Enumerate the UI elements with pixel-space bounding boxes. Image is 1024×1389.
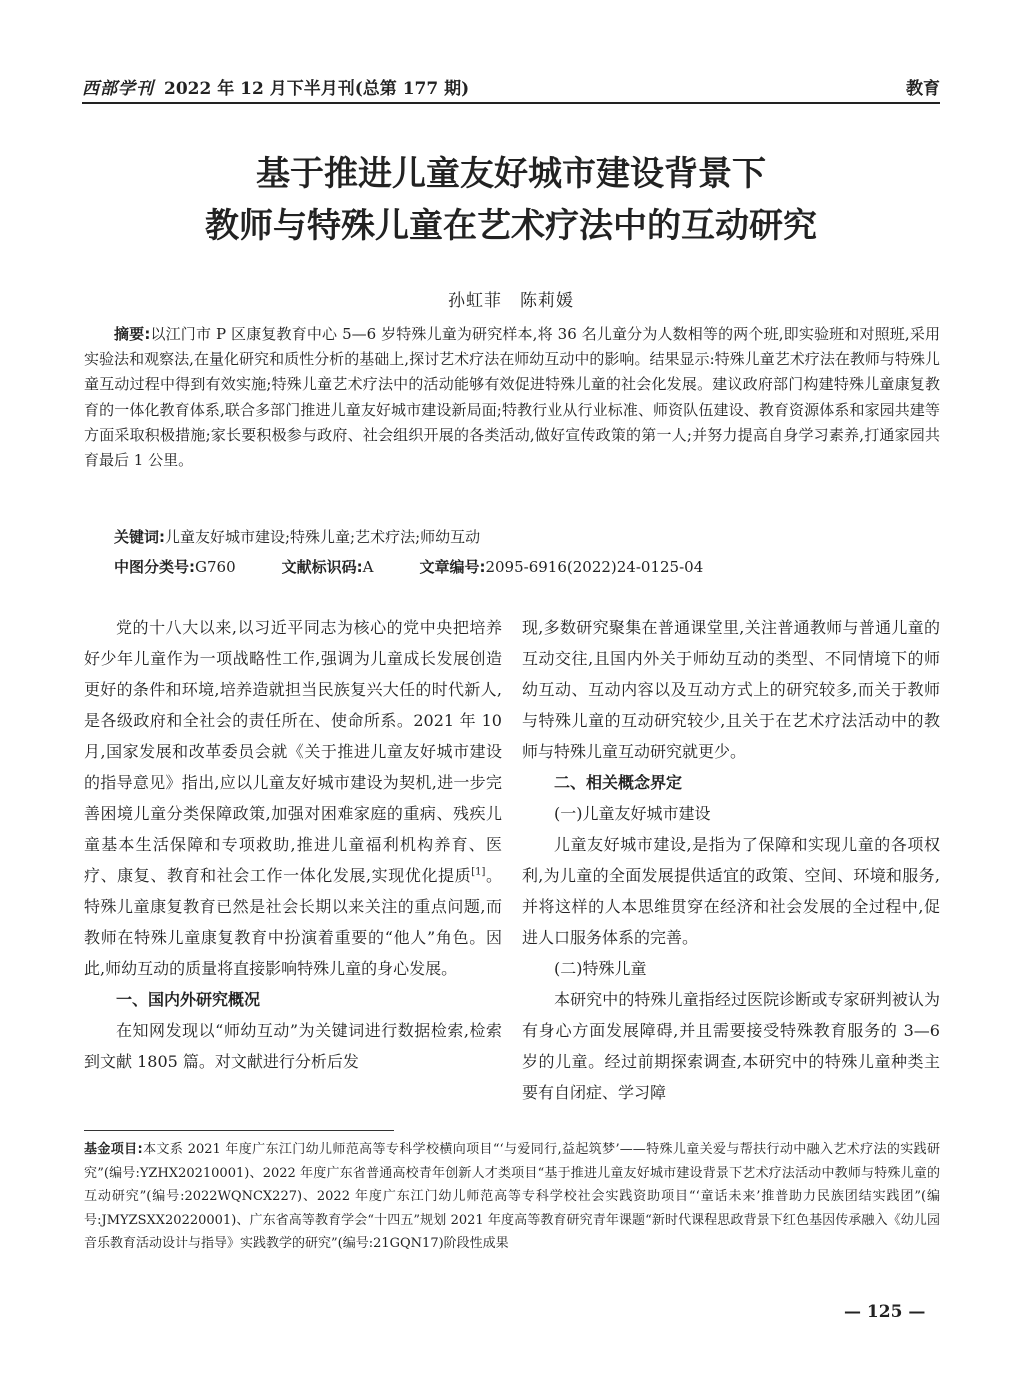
- title-line-2: 教师与特殊儿童在艺术疗法中的互动研究: [205, 206, 817, 246]
- footnote-label: 基金项目:: [84, 1142, 143, 1157]
- doc-code-label: 文献标识码:: [281, 558, 363, 576]
- footnote-text: 本文系 2021 年度广东江门幼儿师范高等专科学校横向项目“‘与爱同行,益起筑梦’——特殊儿童关爱与帮扶行动中融入艺术疗法的实践研究”(编号:YZHX20210001)、2022 年度广东省普通高校青年创新人才类项目“基于推进儿童友好城市建设背景下艺术疗法活动中教师与特殊儿童的互动研究”(编号:2022WQNCX227)、2022 年度广东江门幼儿师范高等专科学校社会实践资助项目“‘童话未来’推普助力民族团结实践团”(编号:JMYZSXX20220001)、广东省高等教育学会“十四五”规划 2021 年度高等教育研究青年课题“新时代课程思政背景下红色基因传承融入《幼儿园音乐教育活动设计与指导》实践教学的研究”(编号:21GQN17)阶段性成果: [84, 1142, 940, 1251]
- footnote: [84, 1138, 940, 1256]
- page-header: [82, 72, 940, 100]
- article-number-label: 文章编号:: [419, 558, 486, 576]
- body-column-left: [84, 612, 502, 1077]
- section-heading-2: 二、相关概念界定: [554, 773, 683, 792]
- body-column-right: [522, 612, 940, 1108]
- article-title: [82, 148, 940, 252]
- footnote-rule: [84, 1130, 394, 1131]
- abstract-text: 以江门市 P 区康复教育中心 5—6 岁特殊儿童为研究样本,将 36 名儿童分为人数相等的两个班,即实验班和对照班,采用实验法和观察法,在量化研究和质性分析的基础上,探讨艺术疗法在师幼互动中的影响。结果显示:特殊儿童艺术疗法在教师与特殊儿童互动过程中得到有效实施;特殊儿童艺术疗法中的活动能够有效促进特殊儿童的社会化发展。建议政府部门构建特殊儿童康复教育的一体化教育体系,联合多部门推进儿童友好城市建设新局面;特教行业从行业标准、师资队伍建设、教育资源体系和家园共建等方面采取积极措施;家长要积极参与政府、社会组织开展的各类活动,做好宣传政策的第一人;并努力提高自身学习素养,打通家园共育最后 1 公里。: [84, 325, 941, 470]
- doc-code-value: A: [362, 558, 374, 576]
- subsection-heading-2-2: (二)特殊儿童: [554, 959, 647, 978]
- title-line-1: 基于推进儿童友好城市建设背景下: [256, 154, 766, 194]
- page-number: — 125 —: [844, 1302, 926, 1322]
- clc-value: G760: [195, 558, 236, 576]
- journal-logo: 西部学刊: [82, 79, 154, 99]
- authors: 孙虹菲 陈莉媛: [448, 291, 574, 311]
- paragraph: 党的十八大以来,以习近平同志为核心的党中央把培养好少年儿童作为一项战略性工作,强调为儿童成长发展创造更好的条件和环境,培养造就担当民族复兴大任的时代新人,是各级政府和全社会的责任所在、使命所系。2021 年 10 月,国家发展和改革委员会就《关于推进儿童友好城市建设的指导意见》指出,应以儿童友好城市建设为契机,进一步完善困境儿童分类保障政策,加强对困难家庭的重病、残疾儿童基本生活保障和专项救助,推进儿童福利机构养育、医疗、康复、教育和社会工作一体化发展,实现优化提质[1]。特殊儿童康复教育已然是社会长期以来关注的重点问题,而教师在特殊儿童康复教育中扮演着重要的“他人”角色。因此,师幼互动的质量将直接影响特殊儿童的身心发展。: [84, 618, 502, 978]
- abstract-label: 摘要:: [114, 325, 151, 343]
- issue-info: 2022 年 12 月下半月刊(总第 177 期): [164, 79, 470, 99]
- subsection-heading-2-1: (一)儿童友好城市建设: [554, 804, 711, 823]
- keywords: [84, 526, 940, 547]
- keywords-label: 关键词:: [114, 528, 165, 546]
- header-rule: [82, 102, 940, 104]
- paragraph: 在知网发现以“师幼互动”为关键词进行数据检索,检索到文献 1805 篇。对文献进行分析后发: [84, 1021, 502, 1071]
- abstract: [84, 322, 940, 473]
- section-name: 教育: [906, 79, 940, 99]
- section-heading-1: 一、国内外研究概况: [116, 990, 261, 1009]
- paragraph: 本研究中的特殊儿童指经过医院诊断或专家研判被认为有身心方面发展障碍,并且需要接受特殊教育服务的 3—6 岁的儿童。经过前期探索调查,本研究中的特殊儿童种类主要有自闭症、学习障: [522, 990, 940, 1102]
- classification-line: [84, 556, 940, 577]
- article-number-value: 2095-6916(2022)24-0125-04: [485, 558, 704, 576]
- keywords-text: 儿童友好城市建设;特殊儿童;艺术疗法;师幼互动: [165, 528, 481, 546]
- clc-label: 中图分类号:: [114, 558, 195, 576]
- paragraph: 儿童友好城市建设,是指为了保障和实现儿童的各项权利,为儿童的全面发展提供适宜的政策、空间、环境和服务,并将这样的人本思维贯穿在经济和社会发展的全过程中,促进人口服务体系的完善。: [522, 835, 940, 947]
- citation-ref[interactable]: [1]: [471, 866, 486, 878]
- paragraph: 现,多数研究聚集在普通课堂里,关注普通教师与普通儿童的互动交往,且国内外关于师幼互动的类型、不同情境下的师幼互动、互动内容以及互动方式上的研究较多,而关于教师与特殊儿童的互动研究较少,且关于在艺术疗法活动中的教师与特殊儿童互动研究就更少。: [522, 618, 940, 761]
